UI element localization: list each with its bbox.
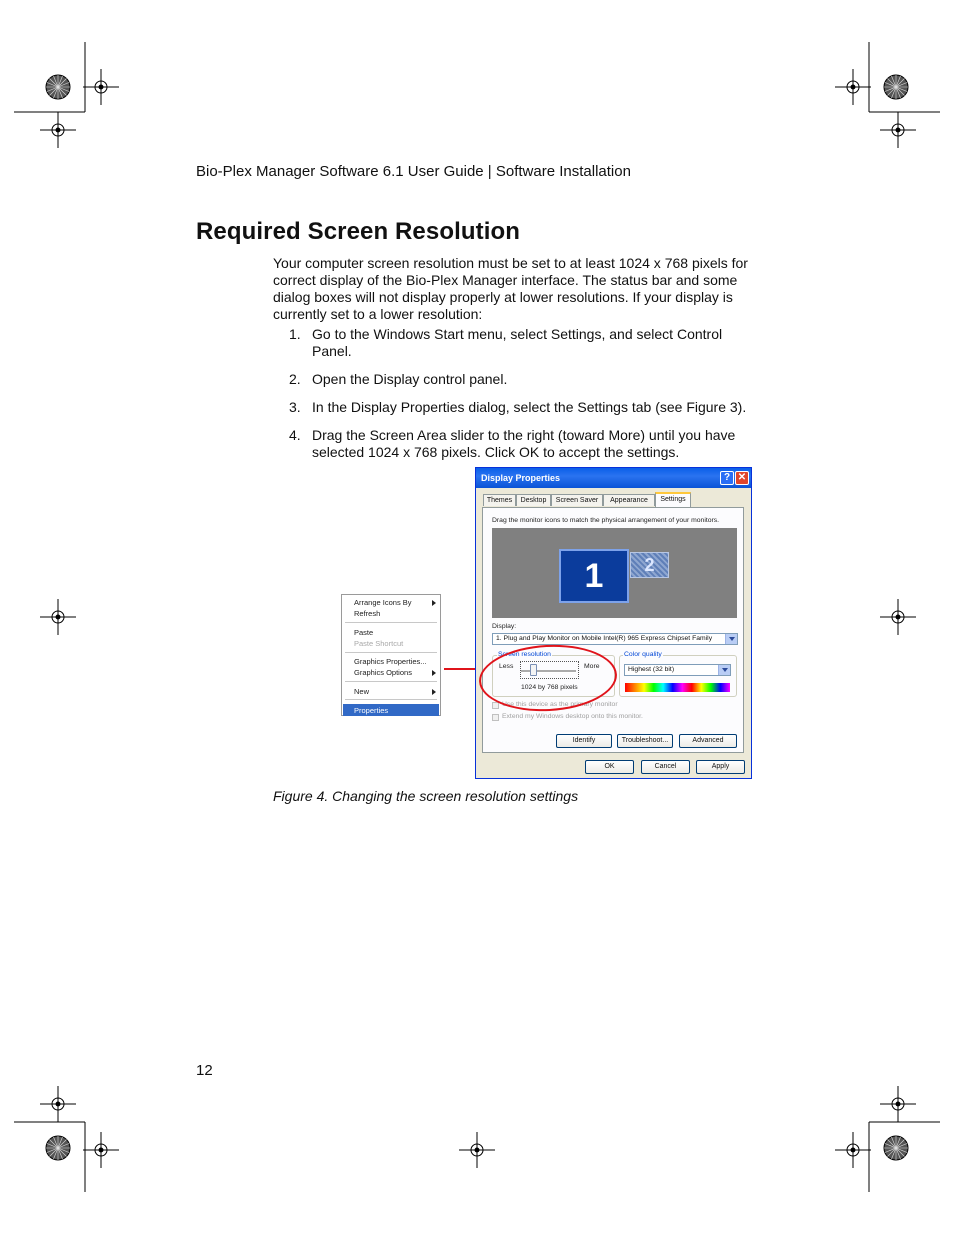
desktop-context-menu xyxy=(341,594,441,716)
menu-separator xyxy=(345,622,437,623)
submenu-arrow-icon xyxy=(432,689,436,695)
chevron-down-icon[interactable] xyxy=(725,634,737,644)
screen-resolution-label: Screen resolution xyxy=(498,651,551,658)
dialog-title-bar[interactable] xyxy=(476,468,751,488)
step-3 xyxy=(273,399,763,427)
monitor-arrangement-area[interactable] xyxy=(492,528,737,618)
step-1 xyxy=(273,326,763,371)
dialog-title: Display Properties xyxy=(481,473,561,483)
submenu-arrow-icon xyxy=(432,600,436,606)
identify-button[interactable]: Identify xyxy=(556,734,612,748)
settings-pane xyxy=(482,507,744,753)
primary-monitor-label: Use this device as the primary monitor xyxy=(502,701,618,708)
color-quality-value: Highest (32 bit) xyxy=(628,666,675,673)
step-text: Drag the Screen Area slider to the right (toward More) until you have selected 1024 x 768 pixels. Click OK to accept the settings. xyxy=(312,427,736,460)
close-button[interactable]: ✕ xyxy=(735,471,749,485)
menu-separator xyxy=(345,652,437,653)
monitor-instruction: Drag the monitor icons to match the physical arrangement of your monitors. xyxy=(492,517,720,524)
display-select[interactable] xyxy=(492,633,738,645)
tab-settings[interactable]: Settings xyxy=(655,492,691,507)
menu-separator xyxy=(345,681,437,682)
menu-item-arrange-icons[interactable]: Arrange Icons By xyxy=(354,598,412,607)
step-number: 4. xyxy=(289,427,301,443)
extend-desktop-checkbox[interactable] xyxy=(492,714,499,721)
menu-item-graphics-options[interactable]: Graphics Options xyxy=(354,668,412,677)
display-select-value: 1. Plug and Play Monitor on Mobile Intel(R) 965 Express Chipset Family xyxy=(496,635,713,642)
menu-item-refresh[interactable]: Refresh xyxy=(354,609,381,618)
step-2 xyxy=(273,371,763,399)
ok-button[interactable]: OK xyxy=(585,760,634,774)
color-quality-label: Color quality xyxy=(624,651,662,658)
color-quality-select[interactable] xyxy=(624,664,731,676)
tab-screen-saver[interactable]: Screen Saver xyxy=(551,494,603,506)
menu-item-graphics-properties[interactable]: Graphics Properties... xyxy=(354,657,427,666)
menu-item-properties[interactable] xyxy=(343,704,439,716)
menu-separator xyxy=(345,699,437,700)
monitor-1-icon[interactable]: 1 xyxy=(559,549,629,603)
resolution-value: 1024 by 768 pixels xyxy=(521,684,578,691)
figure-caption: Figure 4. Changing the screen resolution settings xyxy=(273,788,579,804)
submenu-arrow-icon xyxy=(432,670,436,676)
display-label: Display: xyxy=(492,623,517,630)
slider-more-label: More xyxy=(584,663,600,670)
step-text: In the Display Properties dialog, select the Settings tab (see Figure 3). xyxy=(312,399,747,415)
steps-list xyxy=(273,326,763,461)
tab-desktop[interactable]: Desktop xyxy=(516,494,551,506)
tab-appearance[interactable]: Appearance xyxy=(603,494,655,506)
apply-button[interactable]: Apply xyxy=(696,760,745,774)
extend-desktop-label: Extend my Windows desktop onto this monitor. xyxy=(502,713,643,720)
monitor-2-icon[interactable]: 2 xyxy=(630,552,669,578)
step-text: Go to the Windows Start menu, select Settings, and select Control Panel. xyxy=(312,326,723,359)
section-title: Required Screen Resolution xyxy=(196,218,520,245)
tab-themes[interactable]: Themes xyxy=(483,494,516,506)
intro-paragraph: Your computer screen resolution must be set to at least 1024 x 768 pixels for correct display of the Bio-Plex Manager interface. The status bar and some dialog boxes will not display properly at lower resolutions. If your display is currently set to a lower resolution: xyxy=(273,255,748,322)
menu-item-paste-shortcut: Paste Shortcut xyxy=(354,639,404,648)
running-header: Bio-Plex Manager Software 6.1 User Guide | Software Installation xyxy=(196,163,631,180)
color-spectrum-bar xyxy=(625,683,730,692)
chevron-down-icon[interactable] xyxy=(718,665,730,675)
menu-item-properties-label: Properties xyxy=(354,706,389,715)
slider-less-label: Less xyxy=(499,663,514,670)
menu-item-new[interactable]: New xyxy=(354,687,370,696)
menu-item-paste[interactable]: Paste xyxy=(354,628,374,637)
troubleshoot-button[interactable]: Troubleshoot... xyxy=(617,734,673,748)
step-number: 2. xyxy=(289,371,301,387)
advanced-button[interactable]: Advanced xyxy=(679,734,737,748)
step-text: Open the Display control panel. xyxy=(312,371,508,387)
help-button[interactable]: ? xyxy=(720,471,734,485)
step-number: 1. xyxy=(289,326,301,342)
step-4 xyxy=(273,427,763,461)
page-number: 12 xyxy=(196,1062,213,1079)
cancel-button[interactable]: Cancel xyxy=(641,760,690,774)
step-number: 3. xyxy=(289,399,301,415)
display-properties-dialog xyxy=(475,467,752,779)
